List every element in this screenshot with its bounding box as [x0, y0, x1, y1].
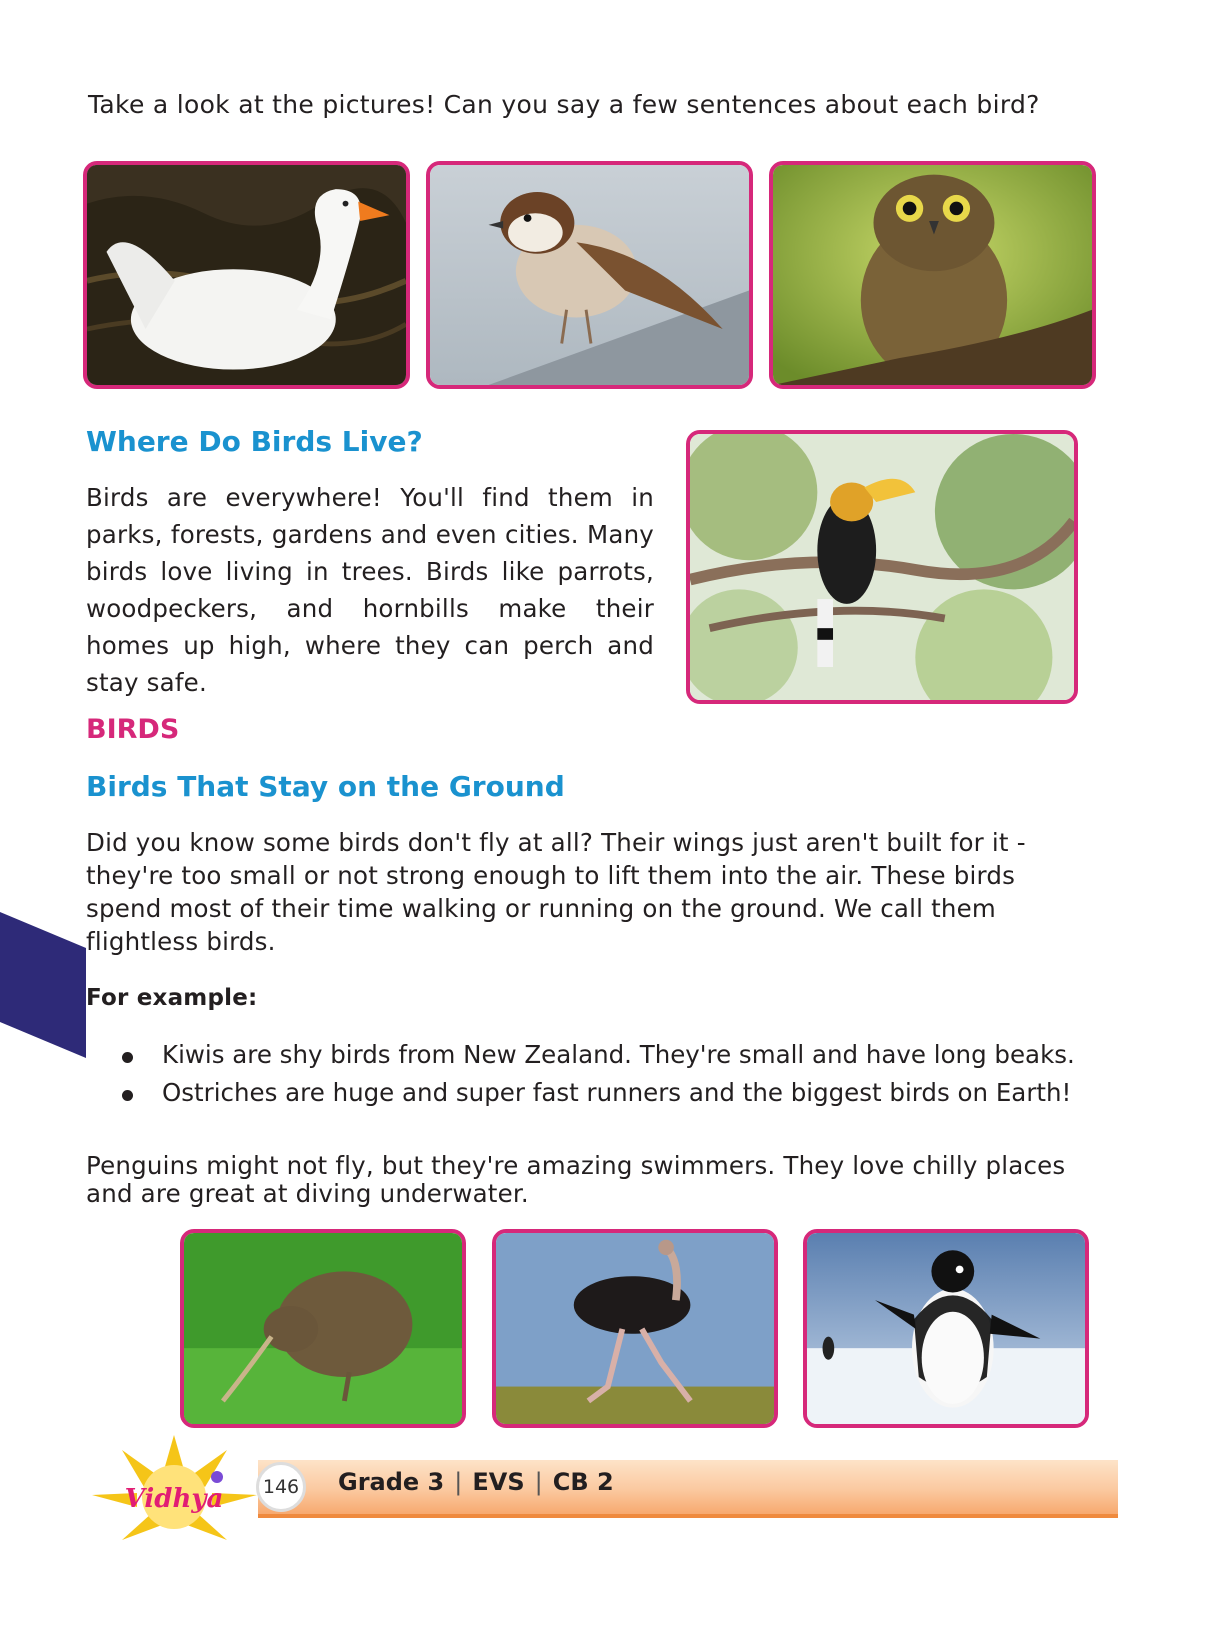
intro-text: Take a look at the pictures! Can you say a few sentences about each bird?: [88, 90, 1040, 119]
footer-separator: |: [454, 1468, 463, 1496]
owl-image: [769, 161, 1096, 389]
goose-image: [83, 161, 410, 389]
closing-paragraph: Penguins might not fly, but they're amazing swimmers. They love chilly places and are great at diving underwater.: [86, 1151, 1066, 1208]
sparrow-image: [426, 161, 753, 389]
kiwi-image: [180, 1229, 466, 1428]
footer-grade: Grade 3: [338, 1468, 445, 1496]
list-item: Kiwis are shy birds from New Zealand. They're small and have long beaks.: [118, 1043, 1098, 1067]
section-label-birds: BIRDS: [86, 714, 180, 745]
hornbill-image: [686, 430, 1078, 704]
page-number: 146: [256, 1462, 306, 1512]
example-list: [118, 1040, 1098, 1119]
section-body-where-birds-live: Birds are everywhere! You'll find them in parks, forests, gardens and even cities. Many birds love living in trees. Birds like parrots, woodpeckers, and hornbills make their homes up high, where they can perch and stay safe.: [86, 483, 654, 697]
footer-subject: EVS: [472, 1468, 525, 1496]
vidhya-logo: [92, 1435, 257, 1545]
section-heading-where-birds-live: Where Do Birds Live?: [86, 425, 423, 458]
penguin-image: [803, 1229, 1089, 1428]
section-body-ground-birds: Did you know some birds don't fly at all? Their wings just aren't built for it - they're too small or not strong enough to lift them into the air. These birds spend most of their time walking or running on the ground. We call them flightless birds.: [86, 828, 1026, 956]
list-item: Ostriches are huge and super fast runners and the biggest birds on Earth!: [118, 1081, 1098, 1105]
section-heading-ground-birds: Birds That Stay on the Ground: [86, 770, 565, 803]
example-label: For example:: [86, 985, 258, 1011]
side-tab-marker: [0, 912, 90, 1058]
ostrich-image: [492, 1229, 778, 1428]
svg-text:Vidhya: Vidhya: [124, 1484, 224, 1514]
footer-separator: |: [534, 1468, 543, 1496]
footer-book: CB 2: [552, 1468, 614, 1496]
footer-label: [338, 1468, 614, 1496]
